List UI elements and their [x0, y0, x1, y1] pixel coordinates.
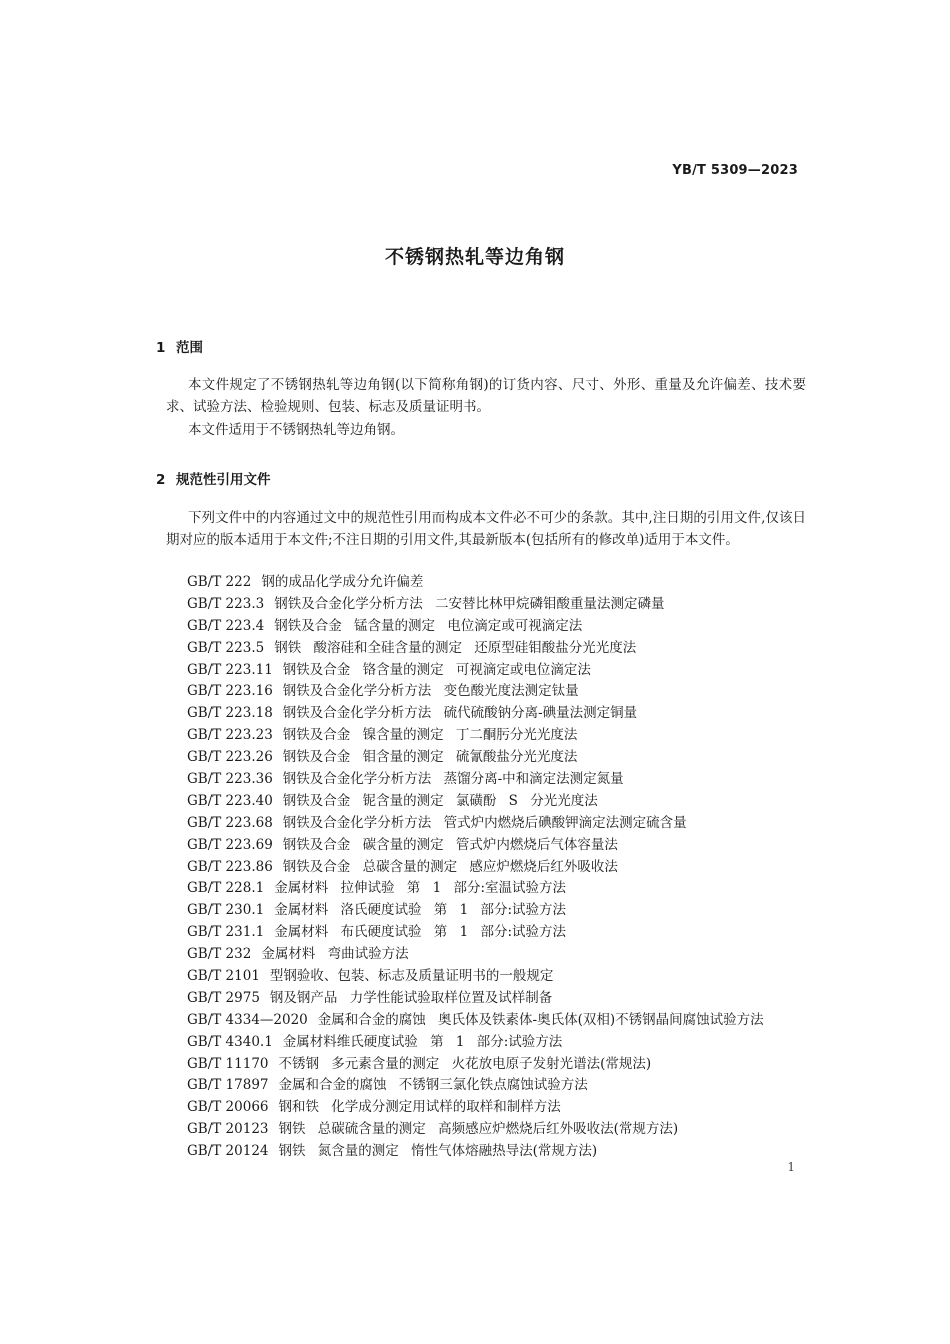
reference-title: 钢铁 总碳硫含量的测定 高频感应炉燃烧后红外吸收法(常规方法): [278, 1121, 679, 1138]
reference-code: GB/T 222: [187, 574, 252, 590]
reference-item: [187, 791, 764, 813]
reference-item: [187, 878, 764, 900]
reference-title: 金属材料 拉伸试验 第 1 部分:室温试验方法: [274, 880, 567, 897]
reference-code: GB/T 223.36: [187, 771, 273, 788]
reference-title: 金属材料 弯曲试验方法: [261, 946, 409, 963]
reference-item: [187, 900, 764, 922]
reference-item: [187, 857, 764, 879]
reference-code: GB/T 230.1: [187, 902, 265, 919]
reference-code: GB/T 232: [187, 946, 252, 963]
reference-code: GB/T 2975: [187, 989, 260, 1006]
reference-item: [187, 616, 764, 638]
section-title: 范围: [176, 340, 203, 356]
reference-code: GB/T 11170: [187, 1055, 269, 1072]
reference-code: GB/T 223.16: [187, 683, 273, 700]
reference-title: 钢铁 酸溶硅和全硅含量的测定 还原型硅钼酸盐分光光度法: [274, 639, 637, 656]
reference-title: 钢的成品化学成分允许偏差: [261, 574, 424, 590]
reference-title: 金属和合金的腐蚀 不锈钢三氯化铁点腐蚀试验方法: [278, 1077, 588, 1094]
reference-code: GB/T 228.1: [187, 880, 265, 897]
reference-code: GB/T 223.69: [187, 836, 273, 853]
document-title: 不锈钢热轧等边角钢: [384, 246, 565, 268]
reference-code: GB/T 223.26: [187, 749, 273, 766]
normative-references-list: [187, 572, 764, 1163]
reference-code: GB/T 223.3: [187, 595, 265, 612]
reference-title: 钢铁及合金化学分析方法 变色酸光度法测定钛量: [282, 683, 579, 700]
reference-title: 钢铁及合金 总碳含量的测定 感应炉燃烧后红外吸收法: [282, 858, 618, 875]
reference-title: 钢铁及合金 铬含量的测定 可视滴定或电位滴定法: [282, 661, 591, 678]
reference-item: [187, 1141, 764, 1163]
reference-code: GB/T 20066: [187, 1099, 269, 1116]
reference-title: 钢及钢产品 力学性能试验取样位置及试样制备: [269, 989, 553, 1006]
reference-item: [187, 835, 764, 857]
section-number: 2: [156, 472, 166, 488]
reference-title: 型钢验收、包装、标志及质量证明书的一般规定: [269, 968, 554, 985]
reference-item: [187, 703, 764, 725]
reference-item: [187, 594, 764, 616]
section-1-paragraph-2: 本文件适用于不锈钢热轧等边角钢。: [188, 422, 404, 438]
reference-item: [187, 988, 764, 1010]
reference-title: 钢铁及合金 镍含量的测定 丁二酮肟分光光度法: [282, 727, 578, 744]
reference-code: GB/T 17897: [187, 1077, 269, 1094]
reference-code: GB/T 20123: [187, 1121, 269, 1138]
reference-item: [187, 944, 764, 966]
reference-title: 钢铁 氮含量的测定 惰性气体熔融热导法(常规方法): [278, 1143, 598, 1160]
reference-code: GB/T 223.5: [187, 639, 265, 656]
reference-title: 钢和铁 化学成分测定用试样的取样和制样方法: [278, 1099, 561, 1116]
reference-title: 金属材料 洛氏硬度试验 第 1 部分:试验方法: [274, 902, 567, 919]
section-2-heading: [156, 468, 271, 488]
reference-item: [187, 660, 764, 682]
reference-code: GB/T 223.23: [187, 727, 273, 744]
reference-title: 钢铁及合金 铌含量的测定 氯磺酚 S 分光光度法: [282, 792, 598, 809]
reference-title: 钢铁及合金 锰含量的测定 电位滴定或可视滴定法: [274, 617, 583, 634]
standard-code: YB/T 5309—2023: [672, 163, 798, 178]
reference-code: GB/T 223.18: [187, 705, 273, 722]
reference-code: GB/T 231.1: [187, 924, 265, 941]
reference-code: GB/T 4334—2020: [187, 1011, 308, 1028]
reference-title: 钢铁及合金 碳含量的测定 管式炉内燃烧后气体容量法: [282, 836, 618, 853]
reference-code: GB/T 223.4: [187, 617, 265, 634]
section-1-heading: [156, 336, 203, 356]
reference-code: GB/T 4340.1: [187, 1033, 273, 1050]
reference-title: 金属材料 布氏硬度试验 第 1 部分:试验方法: [274, 924, 567, 941]
reference-code: GB/T 223.68: [187, 814, 273, 831]
reference-item: [187, 638, 764, 660]
reference-item: [187, 769, 764, 791]
reference-item: [187, 747, 764, 769]
reference-title: 金属和合金的腐蚀 奥氏体及铁素体-奥氏体(双相)不锈钢晶间腐蚀试验方法: [317, 1011, 764, 1028]
reference-title: 钢铁及合金化学分析方法 管式炉内燃烧后碘酸钾滴定法测定硫含量: [282, 814, 687, 831]
reference-item: [187, 1075, 764, 1097]
reference-item: [187, 966, 764, 988]
reference-item: [187, 572, 764, 594]
reference-item: [187, 1054, 764, 1076]
reference-title: 不锈钢 多元素含量的测定 火花放电原子发射光谱法(常规法): [278, 1055, 652, 1072]
section-number: 1: [156, 340, 166, 356]
section-title: 规范性引用文件: [176, 472, 271, 488]
reference-title: 钢铁及合金化学分析方法 二安替比林甲烷磷钼酸重量法测定磷量: [274, 595, 665, 612]
reference-code: GB/T 223.11: [187, 661, 273, 678]
reference-item: [187, 922, 764, 944]
reference-title: 金属材料维氏硬度试验 第 1 部分:试验方法: [282, 1033, 563, 1050]
section-1-paragraph-1: 本文件规定了不锈钢热轧等边角钢(以下简称角钢)的订货内容、尺寸、外形、重量及允许偏差、技术要求、试验方法、检验规则、包装、标志及质量证明书。: [166, 377, 806, 415]
reference-item: [187, 1097, 764, 1119]
reference-item: [187, 681, 764, 703]
section-2-paragraph-1: 下列文件中的内容通过文中的规范性引用而构成本文件必不可少的条款。其中,注日期的引用文件,仅该日期对应的版本适用于本文件;不注日期的引用文件,其最新版本(包括所有的修改单)适用于本文件。: [166, 510, 806, 548]
page-number: 1: [787, 1160, 795, 1174]
reference-title: 钢铁及合金 钼含量的测定 硫氰酸盐分光光度法: [282, 749, 578, 766]
reference-title: 钢铁及合金化学分析方法 硫代硫酸钠分离-碘量法测定铜量: [282, 705, 638, 722]
reference-code: GB/T 223.40: [187, 792, 273, 809]
reference-item: [187, 1032, 764, 1054]
reference-code: GB/T 223.86: [187, 858, 273, 875]
reference-item: [187, 1119, 764, 1141]
reference-title: 钢铁及合金化学分析方法 蒸馏分离-中和滴定法测定氮量: [282, 771, 624, 788]
reference-item: [187, 813, 764, 835]
reference-code: GB/T 2101: [187, 968, 260, 985]
reference-item: [187, 725, 764, 747]
reference-item: [187, 1010, 764, 1032]
reference-code: GB/T 20124: [187, 1143, 269, 1160]
